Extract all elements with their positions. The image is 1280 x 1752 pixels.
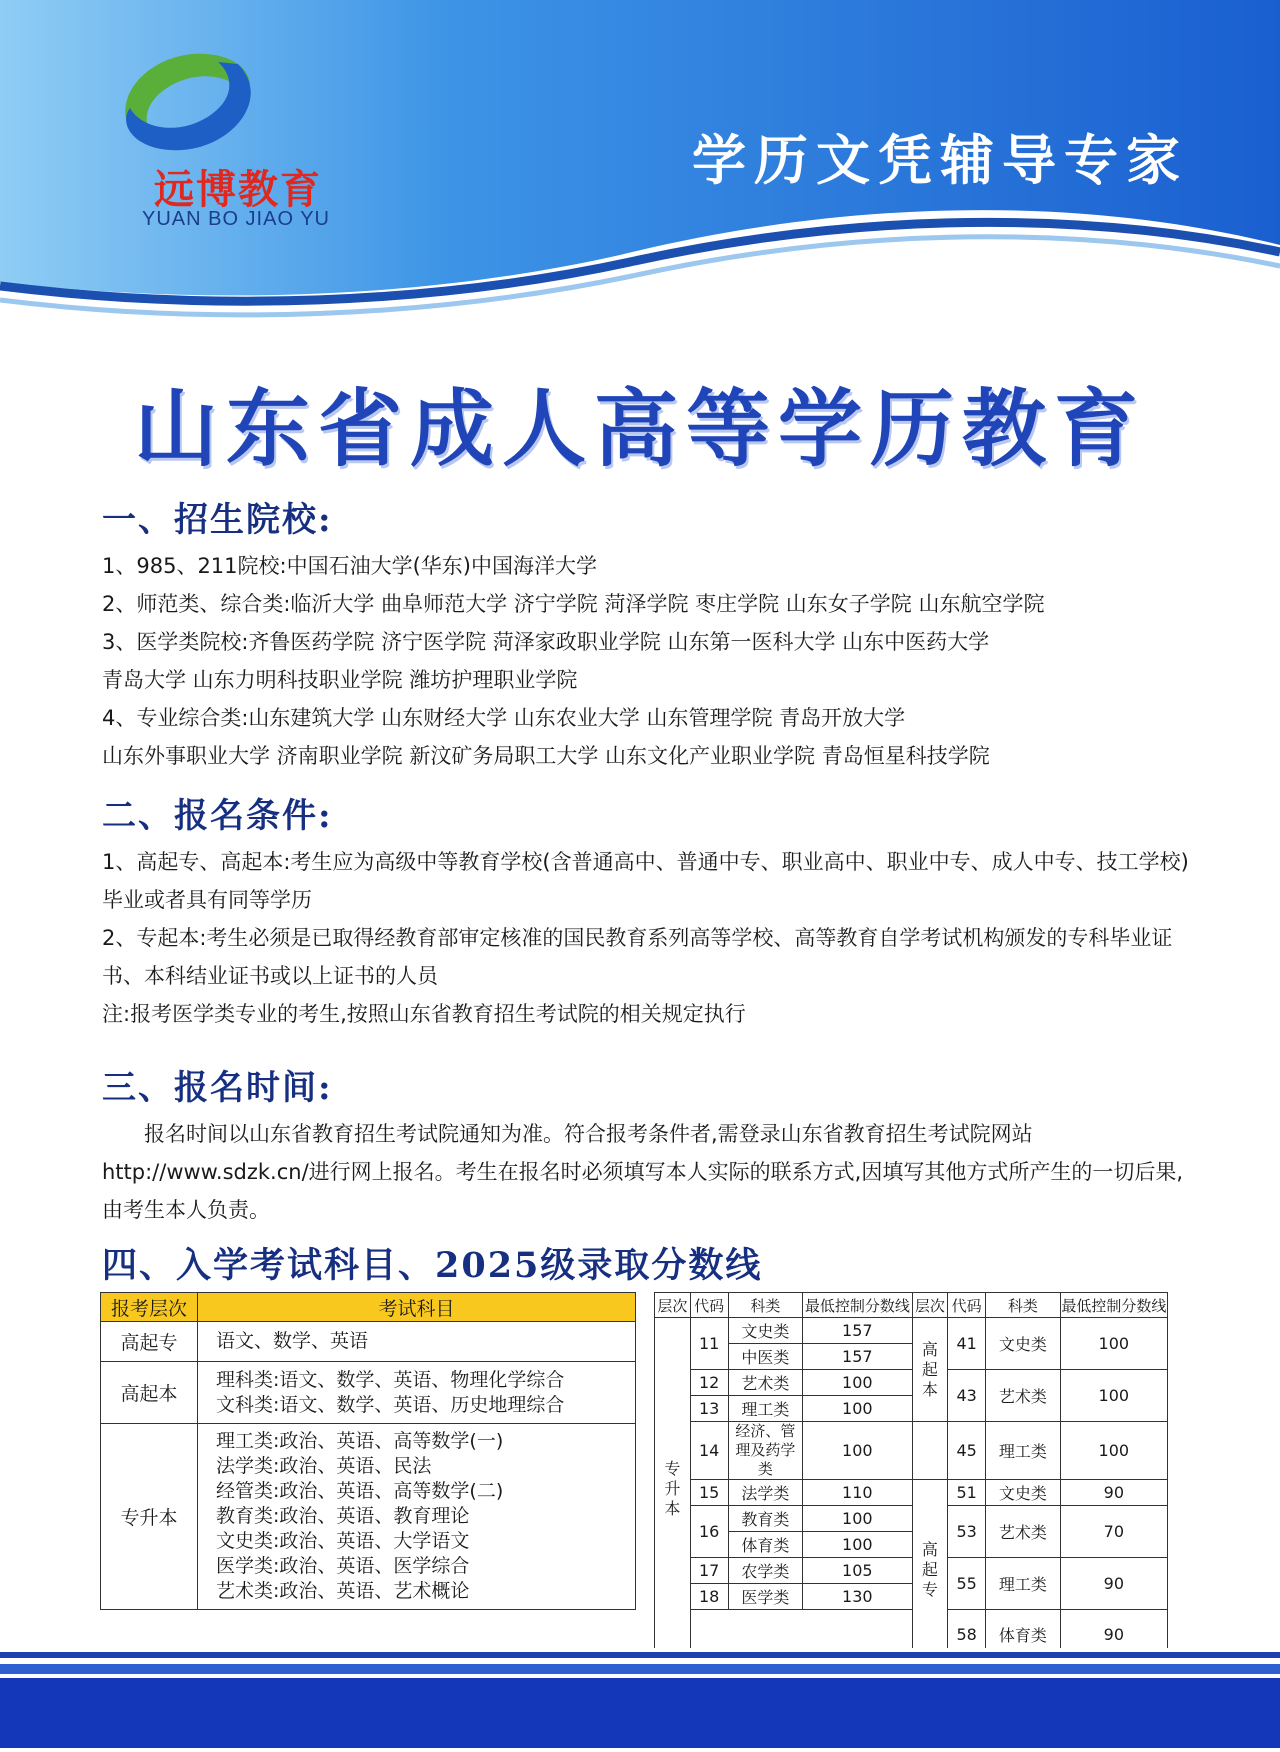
school-line: 1、985、211院校:中国石油大学(华东)中国海洋大学 [102, 554, 597, 578]
level-cell: 专升本 [101, 1424, 198, 1610]
subject-line: 法学类:政治、英语、民法 [216, 1455, 432, 1477]
category-cell: 艺术类 [986, 1506, 1061, 1558]
section-heading-conditions: 二、报名条件: [102, 796, 333, 836]
school-line: 3、医学类院校:齐鲁医药学院 济宁医学院 菏泽家政职业学院 山东第一医科大学 山东中医药大学 [102, 630, 990, 654]
score-cell: 110 [803, 1480, 912, 1506]
score-lines-table [654, 1292, 1168, 1661]
category-cell: 经济、管理及药学类 [728, 1422, 803, 1480]
section-heading-time: 三、报名时间: [102, 1068, 333, 1108]
subjects-header-level: 报考层次 [101, 1293, 198, 1322]
score-cell: 100 [803, 1506, 912, 1532]
page-title: 山东省成人高等学历教育 [133, 380, 1146, 478]
subject-line: 理科类:语文、数学、英语、物理化学综合 [216, 1368, 565, 1391]
condition-item: 1、高起专、高起本:考生应为高级中等教育学校(含普通高中、普通中专、职业高中、职业中专、成人中专、技工学校)毕业或者具有同等学历 [102, 850, 1189, 912]
time-paragraph: 报名时间以山东省教育招生考试院通知为准。符合报考条件者,需登录山东省教育招生考试院网站http://www.sdzk.cn/进行网上报名。考生在报名时必须填写本人实际的联系方式,因填写其他方式所产生的一切后果,由考生本人负责。 [102, 1122, 1184, 1222]
subjects-cell [198, 1322, 636, 1362]
category-cell: 农学类 [728, 1558, 803, 1584]
score-cell: 100 [1060, 1370, 1167, 1422]
subject-line: 语文、数学、英语 [216, 1330, 369, 1352]
subjects-header-subjects: 考试科目 [198, 1293, 636, 1322]
code-cell: 18 [690, 1584, 728, 1610]
score-cell: 105 [803, 1558, 912, 1584]
code-cell: 12 [690, 1370, 728, 1396]
category-cell: 文史类 [728, 1318, 803, 1344]
level-cell: 高起本 [101, 1362, 198, 1424]
score-header: 科类 [986, 1293, 1061, 1318]
code-cell: 16 [690, 1506, 728, 1558]
subject-line: 艺术类:政治、英语、艺术概论 [216, 1580, 470, 1602]
score-cell: 90 [1060, 1480, 1167, 1506]
score-header: 代码 [948, 1293, 986, 1318]
category-cell: 中医类 [728, 1344, 803, 1370]
school-line: 青岛大学 山东力明科技职业学院 潍坊护理职业学院 [102, 668, 578, 692]
score-cell: 100 [803, 1532, 912, 1558]
code-cell: 45 [948, 1422, 986, 1480]
category-cell: 法学类 [728, 1480, 803, 1506]
score-cell: 90 [1060, 1558, 1167, 1610]
subject-line: 经管类:政治、英语、高等数学(二) [216, 1480, 504, 1502]
category-cell: 文史类 [986, 1480, 1061, 1506]
code-cell: 58 [948, 1610, 986, 1661]
score-cell: 130 [803, 1584, 912, 1610]
swirl-logo-icon [108, 44, 268, 160]
table-header-row [655, 1293, 1168, 1318]
code-cell: 53 [948, 1506, 986, 1558]
score-header: 科类 [728, 1293, 803, 1318]
table-row [101, 1322, 636, 1362]
logo-name-en: YUAN BO JIAO YU [141, 208, 330, 230]
table-row [655, 1558, 1168, 1584]
subject-line: 文科类:语文、数学、英语、历史地理综合 [216, 1393, 565, 1416]
subject-line: 教育类:政治、英语、教育理论 [216, 1505, 470, 1527]
subject-line: 文史类:政治、英语、大学语文 [216, 1530, 470, 1552]
condition-note: 注:报考医学类专业的考生,按照山东省教育招生考试院的相关规定执行 [102, 1002, 746, 1026]
table-row [655, 1370, 1168, 1396]
table-row [655, 1506, 1168, 1532]
category-cell: 体育类 [986, 1610, 1061, 1661]
score-cell: 70 [1060, 1506, 1167, 1558]
table-row [101, 1362, 636, 1424]
table-row [655, 1318, 1168, 1344]
category-cell: 医学类 [728, 1584, 803, 1610]
code-cell: 14 [690, 1422, 728, 1480]
code-cell: 17 [690, 1558, 728, 1584]
footer-stripes-graphic [0, 1648, 1280, 1748]
category-cell: 文史类 [986, 1318, 1061, 1370]
score-cell: 100 [803, 1396, 912, 1422]
table-row [655, 1480, 1168, 1506]
category-cell: 理工类 [986, 1422, 1061, 1480]
subjects-cell [198, 1424, 636, 1610]
school-line: 山东外事职业大学 济南职业学院 新汶矿务局职工大学 山东文化产业职业学院 青岛恒星科技学院 [102, 744, 990, 768]
subject-line: 理工类:政治、英语、高等数学(一) [216, 1430, 504, 1452]
category-cell: 理工类 [728, 1396, 803, 1422]
score-header: 层次 [912, 1293, 948, 1318]
code-cell: 51 [948, 1480, 986, 1506]
table-row [101, 1424, 636, 1610]
table-row [655, 1422, 1168, 1480]
level-cell-gaoqiben: 高起本 [912, 1318, 948, 1422]
section-time [102, 1060, 1192, 1232]
content-body [102, 492, 1192, 1232]
score-header: 最低控制分数线 [1060, 1293, 1167, 1318]
score-cell: 100 [803, 1422, 912, 1480]
table-row [655, 1610, 1168, 1636]
score-header: 层次 [655, 1293, 691, 1318]
section-heading-exams: 四、入学考试科目、2025级录取分数线 [102, 1245, 763, 1286]
section-conditions [102, 788, 1192, 1060]
subject-line: 医学类:政治、英语、医学综合 [216, 1555, 470, 1577]
code-cell: 41 [948, 1318, 986, 1370]
code-cell: 15 [690, 1480, 728, 1506]
score-cell: 90 [1060, 1610, 1167, 1661]
category-cell: 体育类 [728, 1532, 803, 1558]
subjects-cell [198, 1362, 636, 1424]
header-banner [0, 0, 1280, 340]
category-cell: 艺术类 [986, 1370, 1061, 1422]
code-cell: 13 [690, 1396, 728, 1422]
category-cell: 理工类 [986, 1558, 1061, 1610]
logo-name-cn: 远博教育 [154, 167, 322, 213]
slogan: 学历文凭辅导专家 [692, 129, 1188, 192]
level-cell: 高起专 [101, 1322, 198, 1362]
school-line: 2、师范类、综合类:临沂大学 曲阜师范大学 济宁学院 菏泽学院 枣庄学院 山东女子学院 山东航空学院 [102, 592, 1045, 616]
footer-band [0, 1648, 1280, 1748]
section-schools [102, 492, 1192, 788]
code-cell: 11 [690, 1318, 728, 1370]
score-cell: 100 [803, 1370, 912, 1396]
brand-logo [108, 44, 358, 244]
score-header: 代码 [690, 1293, 728, 1318]
exam-subjects-table [100, 1292, 636, 1610]
score-cell: 157 [803, 1318, 912, 1344]
category-cell: 艺术类 [728, 1370, 803, 1396]
score-cell: 157 [803, 1344, 912, 1370]
score-cell: 100 [1060, 1318, 1167, 1370]
code-cell: 43 [948, 1370, 986, 1422]
category-cell: 教育类 [728, 1506, 803, 1532]
level-cell-zhuanshengben: 专升本 [655, 1318, 691, 1661]
score-cell: 100 [1060, 1422, 1167, 1480]
code-cell: 55 [948, 1558, 986, 1610]
school-line: 4、专业综合类:山东建筑大学 山东财经大学 山东农业大学 山东管理学院 青岛开放大学 [102, 706, 906, 730]
level-cell-gaoqizhuan: 高起专 [912, 1480, 948, 1661]
score-header: 最低控制分数线 [803, 1293, 912, 1318]
condition-item: 2、专起本:考生必须是已取得经教育部审定核准的国民教育系列高等学校、高等教育自学考试机构颁发的专科毕业证书、本科结业证书或以上证书的人员 [102, 926, 1173, 988]
section-heading-schools: 一、招生院校: [102, 500, 333, 540]
